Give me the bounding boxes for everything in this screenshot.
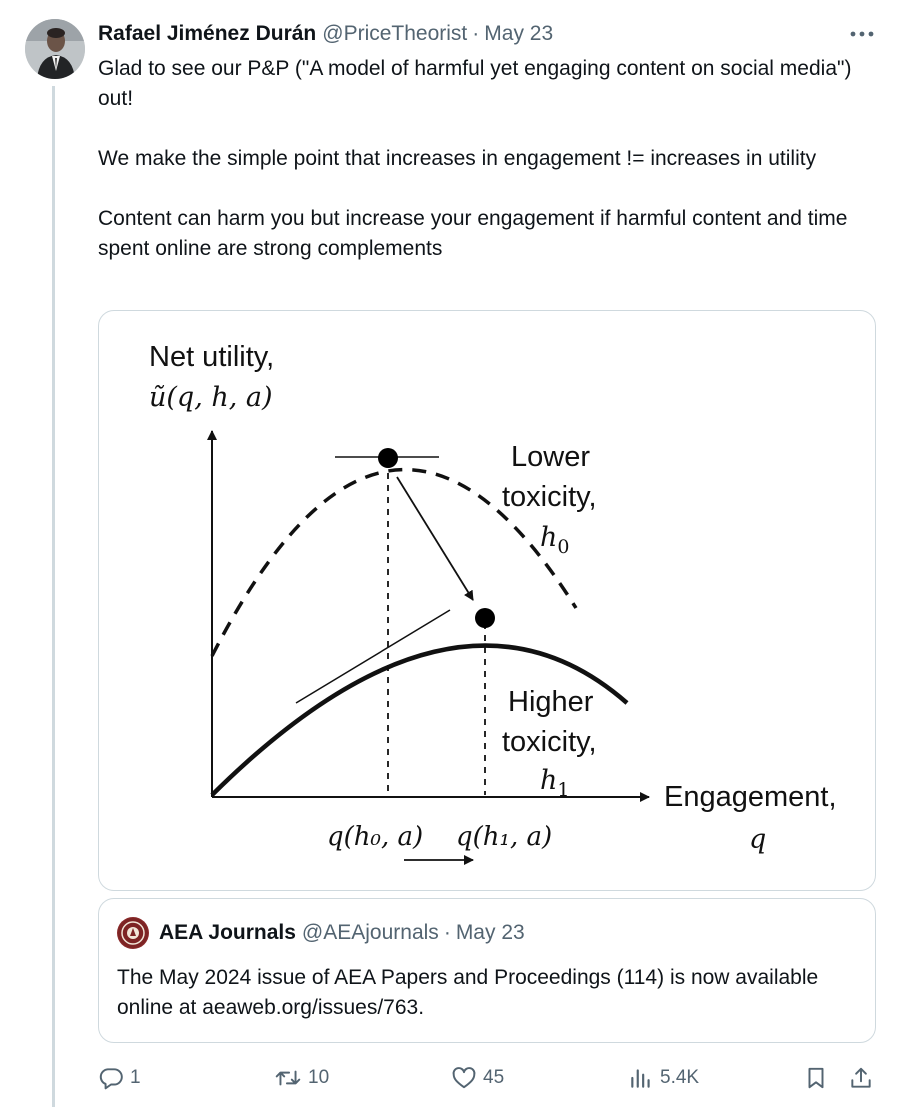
repost-icon <box>274 1065 302 1091</box>
repost-count: 10 <box>308 1067 330 1088</box>
y-title-line1: Net utility, <box>149 341 275 373</box>
curve-top-symbol: $h_0$ <box>540 522 570 558</box>
quoted-tweet-text: The May 2024 issue of AEA Papers and Proceedings (114) is now available online at aeaweb.org/issues/763. <box>117 966 819 1019</box>
x-title-line2: q <box>749 824 767 855</box>
author-name[interactable]: Rafael Jiménez Durán <box>98 22 317 45</box>
curve-bottom-symbol: $h_1$ <box>540 765 570 801</box>
share-icon <box>848 1065 874 1091</box>
like-count: 45 <box>483 1067 505 1088</box>
reply-count: 1 <box>130 1067 141 1088</box>
curve-bottom-label-line2: toxicity, <box>502 726 597 758</box>
curve-higher-toxicity <box>212 646 627 795</box>
curve-bottom-label-line1: Higher <box>508 686 594 718</box>
like-icon <box>451 1065 477 1091</box>
tweet-text <box>98 54 858 264</box>
share-button[interactable] <box>848 1060 880 1096</box>
x-tick-1: q(h₀, a) <box>327 822 424 852</box>
quoted-tweet-header <box>117 917 525 949</box>
author-handle[interactable]: @PriceTheorist <box>322 22 468 45</box>
views-icon <box>628 1065 654 1091</box>
optimum-point-lower <box>378 448 398 468</box>
curve-top-label-line2: toxicity, <box>502 481 597 513</box>
bookmark-button[interactable] <box>803 1060 835 1096</box>
tweet-date[interactable]: May 23 <box>484 22 554 45</box>
tweet-body <box>98 20 878 264</box>
tweet-actions-bar <box>98 1060 878 1096</box>
quoted-author-name[interactable]: AEA Journals <box>159 921 296 944</box>
quoted-author-handle[interactable]: @AEAjournals <box>301 921 439 944</box>
curve-top-label-line1: Lower <box>511 441 590 473</box>
repost-button[interactable] <box>274 1060 329 1096</box>
quoted-separator: · <box>443 921 451 944</box>
tweet-media-image[interactable] <box>98 310 876 891</box>
views-count: 5.4K <box>660 1067 700 1088</box>
quoted-author-avatar[interactable] <box>117 917 149 949</box>
reply-button[interactable] <box>98 1060 141 1096</box>
bookmark-icon <box>803 1065 829 1091</box>
avatar-photo <box>25 19 85 79</box>
more-icon[interactable] <box>848 22 876 46</box>
tweet-paragraph-3: Content can harm you but increase your engagement if harmful content and time spent online are strong complements <box>98 207 848 260</box>
aea-seal-icon <box>117 917 149 949</box>
quoted-tweet[interactable] <box>98 898 876 1043</box>
reply-icon <box>98 1065 124 1091</box>
tweet-header <box>98 20 878 48</box>
tweet-paragraph-2: We make the simple point that increases in engagement != increases in utility <box>98 147 817 170</box>
tangent-bottom <box>296 610 450 703</box>
utility-diagram <box>99 311 876 891</box>
x-tick-2: q(h₁, a) <box>456 822 553 852</box>
shift-arrow <box>397 477 473 600</box>
author-avatar[interactable] <box>25 19 85 79</box>
quoted-date[interactable]: May 23 <box>455 921 525 944</box>
header-separator: · <box>472 22 480 45</box>
thread-line <box>52 86 55 1107</box>
optimum-point-higher <box>475 608 495 628</box>
x-title-line1: Engagement, <box>664 781 837 813</box>
tweet-paragraph-1: Glad to see our P&P ("A model of harmful yet engaging content on social media") out! <box>98 57 852 110</box>
views-button[interactable] <box>628 1060 699 1096</box>
y-title-line2: ũ(q, h, a) <box>149 382 273 413</box>
like-button[interactable] <box>451 1060 504 1096</box>
